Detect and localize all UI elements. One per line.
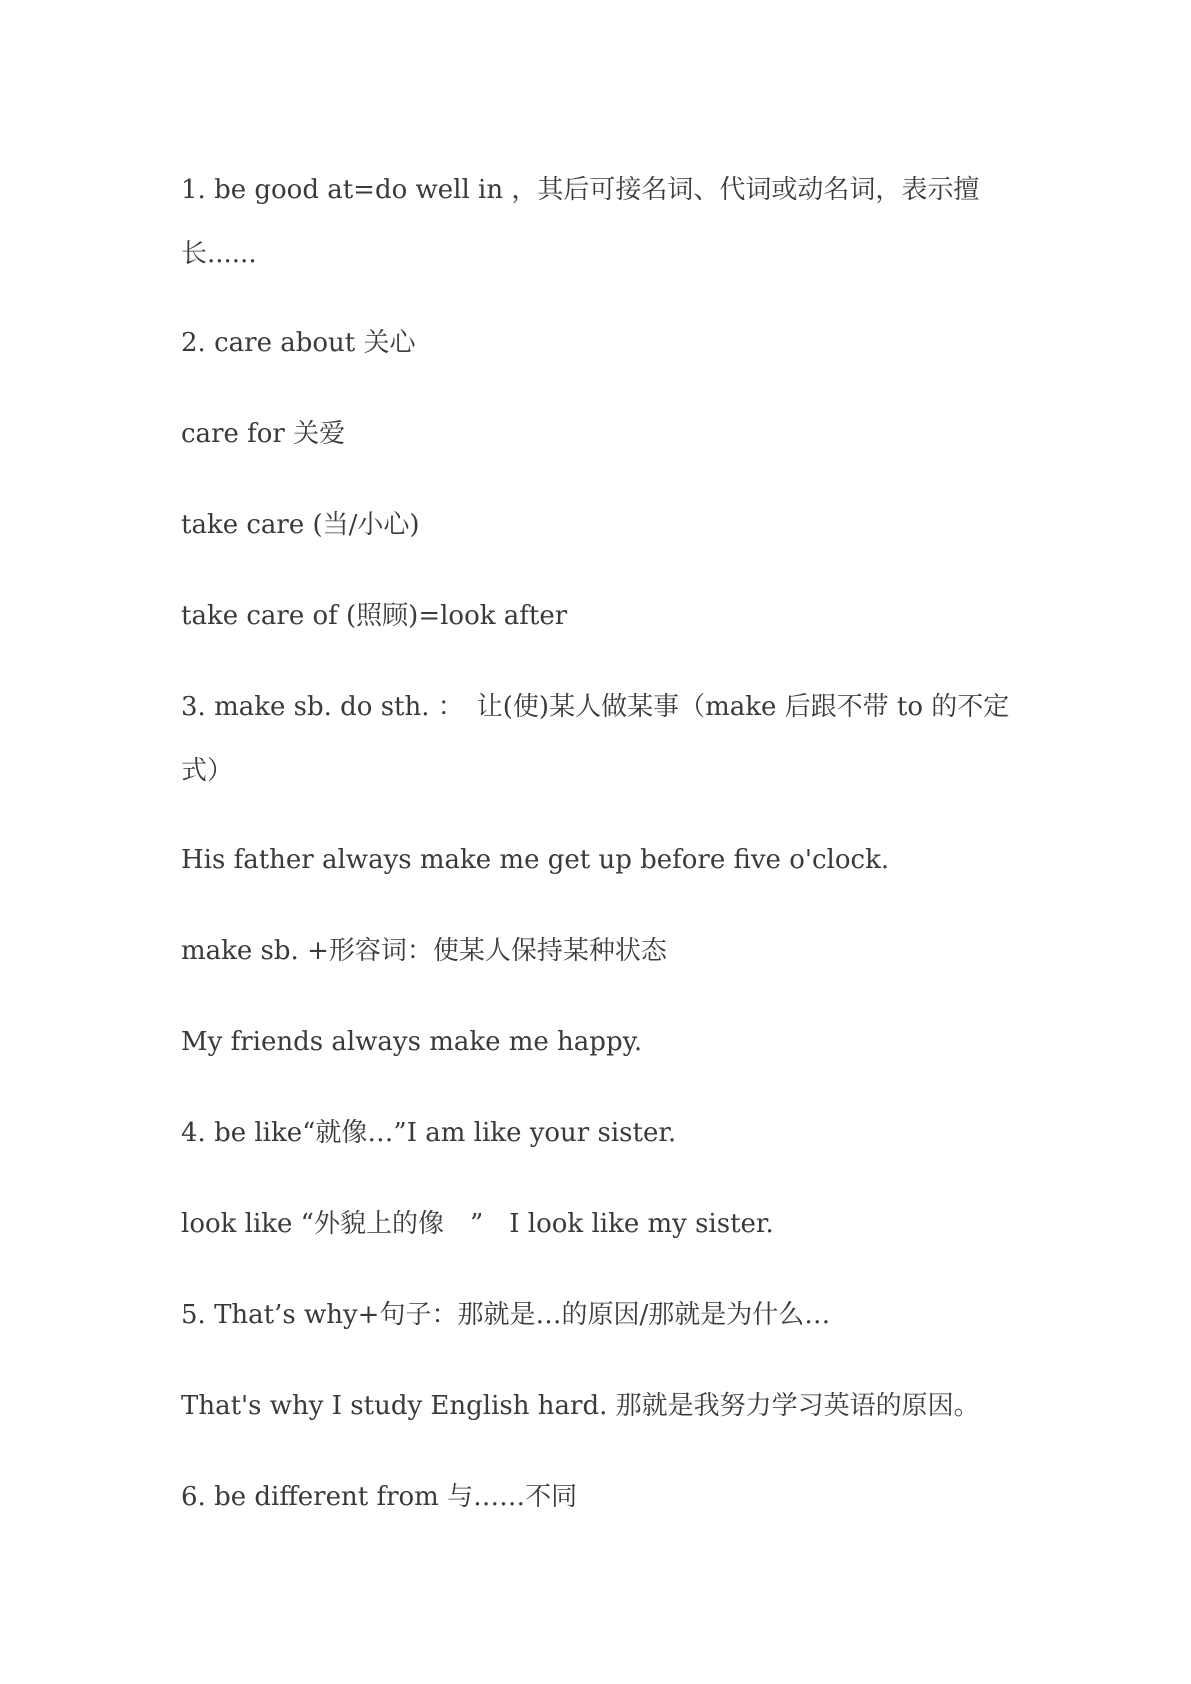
text-line-4: 4. be like“就像…”I am like your sister.: [181, 1118, 677, 1148]
text-line-take-care-of: take care of (照顾)=look after: [181, 601, 568, 631]
text-line-example-2: My friends always make me happy.: [181, 1027, 643, 1057]
text-line-1-cont: 长......: [181, 239, 257, 269]
text-line-5: 5. That’s why+句子：那就是…的原因/那就是为什么…: [181, 1300, 831, 1330]
text-line-3: 3. make sb. do sth. ： 让(使)某人做某事（make 后跟不带 to 的不定: [181, 692, 1010, 722]
text-line-example-1: His father always make me get up before five o'clock.: [181, 845, 890, 875]
text-line-example-3: That's why I study English hard. 那就是我努力学习英语的原因。: [181, 1391, 980, 1421]
text-line-1: 1. be good at=do well in ，其后可接名词、代词或动名词，表示擅: [181, 175, 980, 205]
text-line-take-care: take care (当/小心): [181, 510, 420, 540]
text-line-care-for: care for 关爱: [181, 419, 346, 449]
text-line-3-cont: 式）: [181, 756, 234, 786]
text-line-look-like: look like “外貌上的像 ” I look like my sister.: [181, 1209, 774, 1239]
text-line-make-adj: make sb. +形容词：使某人保持某种状态: [181, 936, 667, 966]
text-line-2: 2. care about 关心: [181, 328, 416, 358]
text-line-6: 6. be different from 与……不同: [181, 1482, 578, 1512]
